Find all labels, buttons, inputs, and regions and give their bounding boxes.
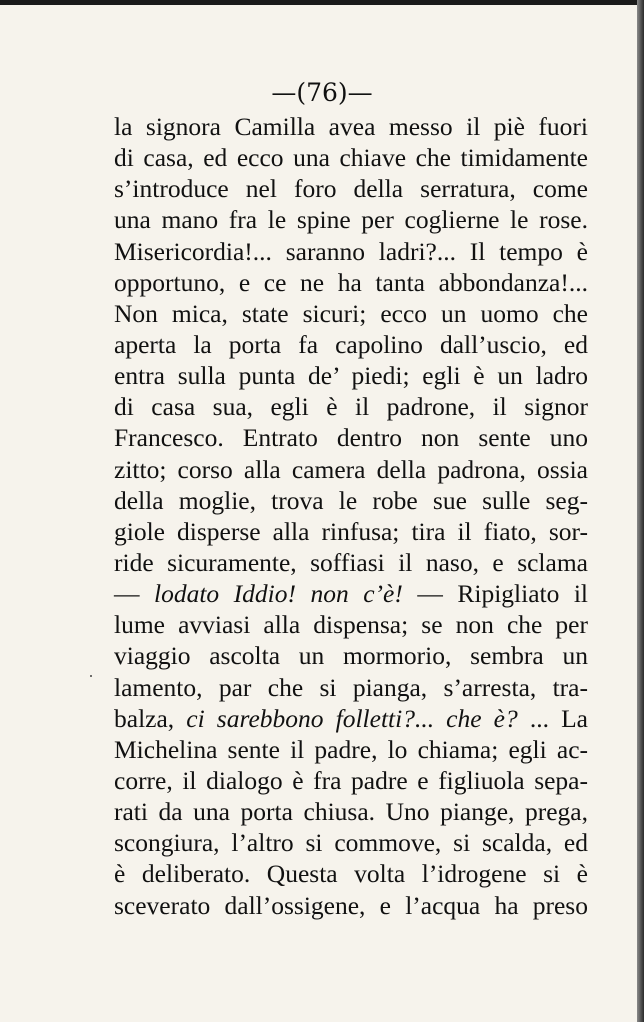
text-segment: giole disperse alla rinfusa; tira il fiato, sor- <box>114 516 588 546</box>
text-segment: la signora Camilla avea messo il piè fuori <box>114 112 588 141</box>
text-line <box>114 267 588 298</box>
text-segment: zitto; corso alla camera della padrona, ossia <box>114 454 588 484</box>
text-segment: aperta la porta fa capolino dall’uscio, ed <box>114 329 588 359</box>
italic-phrase: lodato Iddio! non c’è! <box>154 579 403 609</box>
text-segment: opportuno, e ce ne ha tanta abbondanza!... <box>114 267 588 297</box>
text-line <box>114 142 588 173</box>
text-segment: viaggio ascolta un mormorio, sembra un <box>114 641 588 671</box>
text-line <box>114 204 588 235</box>
text-line <box>114 516 588 547</box>
text-line <box>114 765 588 796</box>
text-line <box>114 454 588 485</box>
text-segment: scongiura, l’altro si commove, si scalda, ed <box>114 828 588 858</box>
text-segment: una mano fra le spine per coglierne le rose. <box>114 205 588 235</box>
text-line <box>114 173 588 204</box>
text-segment: Misericordia!... saranno ladri?... Il tempo è <box>114 236 588 266</box>
paper-speck <box>90 675 92 677</box>
text-line <box>114 236 588 267</box>
text-segment: ride sicuramente, soffiasi il naso, e sclama <box>114 547 588 577</box>
text-segment: s’introduce nel foro della serratura, come <box>114 174 588 204</box>
text-line <box>114 422 588 453</box>
text-line <box>114 640 588 671</box>
text-line <box>114 578 588 609</box>
text-segment: di casa, ed ecco una chiave che timidamente <box>114 143 588 173</box>
scan-edge-top <box>0 0 644 5</box>
text-segment: — <box>114 579 154 609</box>
italic-phrase: ci sarebbono folletti?... che è? <box>186 703 518 733</box>
text-line <box>114 703 588 734</box>
text-segment: sceverato dall’ossigene, e l’acqua ha preso <box>114 890 588 920</box>
text-segment: entra sulla punta de’ piedi; egli è un ladro <box>114 361 588 391</box>
text-segment: della moglie, trova le robe sue sulle seg- <box>114 485 588 515</box>
text-line <box>114 547 588 578</box>
text-segment: lume avviasi alla dispensa; se non che per <box>114 610 588 640</box>
text-line <box>114 858 588 889</box>
text-segment: balza, <box>114 703 187 733</box>
text-line <box>114 796 588 827</box>
text-segment: — Ripigliato il <box>402 579 589 609</box>
text-line <box>114 298 588 329</box>
text-segment: ... La <box>517 703 588 733</box>
text-segment: di casa sua, egli è il padrone, il signor <box>114 392 588 422</box>
text-line <box>114 111 588 142</box>
text-line <box>114 391 588 422</box>
text-line <box>114 890 588 921</box>
text-segment: corre, il dialogo è fra padre e figliuola sepa- <box>114 765 588 795</box>
text-line <box>114 329 588 360</box>
text-segment: lamento, par che si pianga, s’arresta, tra- <box>114 672 588 702</box>
text-segment: Francesco. Entrato dentro non sente uno <box>114 423 588 453</box>
text-line <box>114 734 588 765</box>
text-line <box>114 609 588 640</box>
text-segment: Non mica, state sicuri; ecco un uomo che <box>114 298 588 328</box>
text-line <box>114 672 588 703</box>
text-segment: rati da una porta chiusa. Uno piange, prega, <box>114 797 588 827</box>
body-text <box>114 111 588 921</box>
text-line <box>114 827 588 858</box>
text-segment: Michelina sente il padre, lo chiama; egli ac- <box>114 734 588 764</box>
text-line <box>114 485 588 516</box>
text-segment: è deliberato. Questa volta l’idrogene si è <box>114 859 588 889</box>
page-number: —(76)— <box>271 78 373 107</box>
scan-edge-right <box>637 0 644 1022</box>
text-line <box>114 360 588 391</box>
